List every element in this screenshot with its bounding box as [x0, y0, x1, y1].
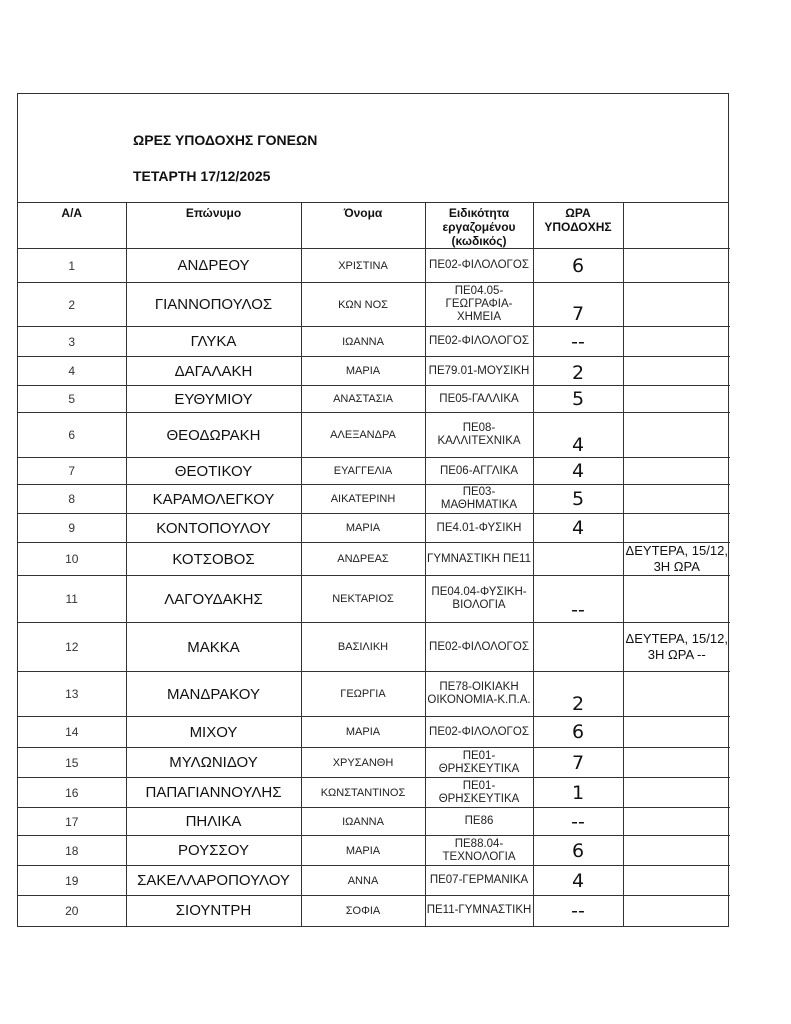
row-index: 4: [18, 357, 126, 386]
row-note: [623, 283, 730, 327]
row-surname: ΓΛΥΚΑ: [126, 327, 301, 357]
row-first-name: ΕΥΑΓΓΕΛΙΑ: [301, 458, 425, 485]
row-surname: ΚΟΤΣΟΒΟΣ: [126, 543, 301, 576]
row-index: 18: [18, 836, 126, 866]
document-date: ΤΕΤΑΡΤΗ 17/12/2025: [133, 168, 271, 184]
table-row: [18, 896, 730, 926]
table-row: [18, 717, 730, 748]
reception-hours-table: [18, 203, 730, 926]
row-first-name: ΧΡΥΣΑΝΘΗ: [301, 748, 425, 778]
row-index: 5: [18, 386, 126, 413]
row-note: [623, 672, 730, 717]
row-first-name: ΜΑΡΙΑ: [301, 514, 425, 543]
row-specialty: ΠΕ05-ΓΑΛΛΙΚΑ: [425, 386, 533, 413]
table-row: [18, 283, 730, 327]
row-specialty: ΠΕ04.04-ΦΥΣΙΚΗ-ΒΙΟΛΟΓΙΑ: [425, 576, 533, 623]
row-surname: ΜΙΧΟΥ: [126, 717, 301, 748]
row-first-name: ΑΙΚΑΤΕΡΙΝΗ: [301, 485, 425, 514]
table-row: [18, 778, 730, 808]
header-specialty: Ειδικότητα εργαζομένου (κωδικός): [425, 203, 533, 249]
row-surname: ΠΑΠΑΓΙΑΝΝΟΥΛΗΣ: [126, 778, 301, 808]
row-reception-hour: 5: [533, 386, 623, 413]
table-row: [18, 748, 730, 778]
row-specialty: ΠΕ02-ΦΙΛΟΛΟΓΟΣ: [425, 327, 533, 357]
row-index: 13: [18, 672, 126, 717]
row-index: 20: [18, 896, 126, 926]
table-row: [18, 543, 730, 576]
table-row: [18, 357, 730, 386]
row-index: 12: [18, 623, 126, 672]
header-hour: ΩΡΑ ΥΠΟΔΟΧΗΣ: [533, 203, 623, 249]
row-reception-hour: 4: [533, 514, 623, 543]
row-reception-hour: 1: [533, 778, 623, 808]
row-specialty: ΠΕ07-ΓΕΡΜΑΝΙΚΑ: [425, 866, 533, 896]
row-surname: ΓΙΑΝΝΟΠΟΥΛΟΣ: [126, 283, 301, 327]
document-title: ΩΡΕΣ ΥΠΟΔΟΧΗΣ ΓΟΝΕΩΝ: [133, 132, 318, 148]
row-note: [623, 327, 730, 357]
row-surname: ΕΥΘΥΜΙΟΥ: [126, 386, 301, 413]
row-index: 14: [18, 717, 126, 748]
row-index: 9: [18, 514, 126, 543]
row-note: [623, 413, 730, 458]
row-first-name: ΑΝΔΡΕΑΣ: [301, 543, 425, 576]
row-reception-hour: 4: [533, 458, 623, 485]
row-specialty: ΠΕ08-ΚΑΛΛΙΤΕΧΝΙΚΑ: [425, 413, 533, 458]
row-note: [623, 386, 730, 413]
row-index: 8: [18, 485, 126, 514]
row-specialty: ΠΕ01-ΘΡΗΣΚΕΥΤΙΚΑ: [425, 778, 533, 808]
row-first-name: ΝΕΚΤΑΡΙΟΣ: [301, 576, 425, 623]
row-note: [623, 748, 730, 778]
row-reception-hour: 7: [533, 283, 623, 327]
row-index: 2: [18, 283, 126, 327]
row-note: [623, 866, 730, 896]
row-first-name: ΒΑΣΙΛΙΚΗ: [301, 623, 425, 672]
row-first-name: ΜΑΡΙΑ: [301, 717, 425, 748]
table-row: [18, 514, 730, 543]
table-row: [18, 623, 730, 672]
row-surname: ΘΕΟΔΩΡΑΚΗ: [126, 413, 301, 458]
row-reception-hour: [533, 543, 623, 576]
row-surname: ΛΑΓΟΥΔΑΚΗΣ: [126, 576, 301, 623]
row-specialty: ΠΕ11-ΓΥΜΝΑΣΤΙΚΗ: [425, 896, 533, 926]
row-surname: ΜΥΛΩΝΙΔΟΥ: [126, 748, 301, 778]
row-surname: ΣΙΟΥΝΤΡΗ: [126, 896, 301, 926]
row-reception-hour: 5: [533, 485, 623, 514]
row-specialty: ΠΕ79.01-ΜΟΥΣΙΚΗ: [425, 357, 533, 386]
row-surname: ΜΑΝΔΡΑΚΟΥ: [126, 672, 301, 717]
row-first-name: ΚΩΝ ΝΟΣ: [301, 283, 425, 327]
row-index: 11: [18, 576, 126, 623]
table-row: [18, 386, 730, 413]
row-specialty: ΠΕ02-ΦΙΛΟΛΟΓΟΣ: [425, 623, 533, 672]
table-row: [18, 249, 730, 283]
row-first-name: ΧΡΙΣΤΙΝΑ: [301, 249, 425, 283]
table-header-row: [18, 203, 730, 249]
row-reception-hour: 7: [533, 748, 623, 778]
header-first-name: Όνομα: [301, 203, 425, 249]
row-reception-hour: 6: [533, 717, 623, 748]
row-index: 15: [18, 748, 126, 778]
row-specialty: ΠΕ4.01-ΦΥΣΙΚΗ: [425, 514, 533, 543]
row-first-name: ΣΟΦΙΑ: [301, 896, 425, 926]
row-note: [623, 778, 730, 808]
row-specialty: ΓΥΜΝΑΣΤΙΚΗ ΠΕ11: [425, 543, 533, 576]
row-index: 17: [18, 808, 126, 836]
row-specialty: ΠΕ78-ΟΙΚΙΑΚΗ ΟΙΚΟΝΟΜΙΑ-Κ.Π.Α.: [425, 672, 533, 717]
row-first-name: ΙΩΑΝΝΑ: [301, 808, 425, 836]
row-note: [623, 717, 730, 748]
row-note: [623, 249, 730, 283]
row-specialty: ΠΕ86: [425, 808, 533, 836]
row-reception-hour: --: [533, 327, 623, 357]
row-index: 7: [18, 458, 126, 485]
row-note: [623, 836, 730, 866]
title-block: [18, 94, 728, 203]
row-reception-hour: 2: [533, 672, 623, 717]
table-row: [18, 485, 730, 514]
row-surname: ΠΗΛΙΚΑ: [126, 808, 301, 836]
row-note: [623, 808, 730, 836]
row-first-name: ΑΛΕΞΑΝΔΡΑ: [301, 413, 425, 458]
row-note: [623, 357, 730, 386]
row-index: 6: [18, 413, 126, 458]
document-sheet: [17, 93, 729, 927]
row-specialty: ΠΕ01-ΘΡΗΣΚΕΥΤΙΚΑ: [425, 748, 533, 778]
row-surname: ΡΟΥΣΣΟΥ: [126, 836, 301, 866]
row-reception-hour: 4: [533, 866, 623, 896]
row-reception-hour: 6: [533, 249, 623, 283]
row-note: [623, 458, 730, 485]
row-first-name: ΙΩΑΝΝΑ: [301, 327, 425, 357]
row-reception-hour: --: [533, 576, 623, 623]
row-index: 16: [18, 778, 126, 808]
row-first-name: ΑΝΑΣΤΑΣΙΑ: [301, 386, 425, 413]
row-index: 10: [18, 543, 126, 576]
row-reception-hour: --: [533, 808, 623, 836]
row-first-name: ΑΝΝΑ: [301, 866, 425, 896]
table-row: [18, 808, 730, 836]
row-note: ΔΕΥΤΕΡΑ, 15/12, 3Η ΩΡΑ: [623, 543, 730, 576]
row-note: ΔΕΥΤΕΡΑ, 15/12, 3Η ΩΡΑ --: [623, 623, 730, 672]
row-reception-hour: 2: [533, 357, 623, 386]
row-specialty: ΠΕ04.05-ΓΕΩΓΡΑΦΙΑ-ΧΗΜΕΙΑ: [425, 283, 533, 327]
table-row: [18, 866, 730, 896]
row-reception-hour: [533, 623, 623, 672]
row-first-name: ΜΑΡΙΑ: [301, 357, 425, 386]
row-surname: ΑΝΔΡΕΟΥ: [126, 249, 301, 283]
row-specialty: ΠΕ03-ΜΑΘΗΜΑΤΙΚΑ: [425, 485, 533, 514]
table-row: [18, 836, 730, 866]
header-index: Α/Α: [18, 203, 126, 249]
row-note: [623, 896, 730, 926]
header-surname: Επώνυμο: [126, 203, 301, 249]
row-specialty: ΠΕ02-ΦΙΛΟΛΟΓΟΣ: [425, 249, 533, 283]
row-first-name: ΓΕΩΡΓΙΑ: [301, 672, 425, 717]
row-index: 19: [18, 866, 126, 896]
row-surname: ΣΑΚΕΛΛΑΡΟΠΟΥΛΟΥ: [126, 866, 301, 896]
row-specialty: ΠΕ06-ΑΓΓΛΙΚΑ: [425, 458, 533, 485]
row-first-name: ΚΩΝΣΤΑΝΤΙΝΟΣ: [301, 778, 425, 808]
row-first-name: ΜΑΡΙΑ: [301, 836, 425, 866]
row-surname: ΔΑΓΑΛΑΚΗ: [126, 357, 301, 386]
header-notes: [623, 203, 730, 249]
row-surname: ΘΕΟΤΙΚΟΥ: [126, 458, 301, 485]
table-row: [18, 458, 730, 485]
row-note: [623, 485, 730, 514]
table-body: [18, 249, 730, 926]
row-surname: ΚΟΝΤΟΠΟΥΛΟΥ: [126, 514, 301, 543]
row-note: [623, 514, 730, 543]
row-reception-hour: --: [533, 896, 623, 926]
row-surname: ΚΑΡΑΜΟΛΕΓΚΟΥ: [126, 485, 301, 514]
row-specialty: ΠΕ02-ΦΙΛΟΛΟΓΟΣ: [425, 717, 533, 748]
row-reception-hour: 6: [533, 836, 623, 866]
table-row: [18, 327, 730, 357]
row-surname: ΜΑΚΚΑ: [126, 623, 301, 672]
row-index: 1: [18, 249, 126, 283]
row-reception-hour: 4: [533, 413, 623, 458]
table-row: [18, 576, 730, 623]
row-index: 3: [18, 327, 126, 357]
row-specialty: ΠΕ88.04-ΤΕΧΝΟΛΟΓΙΑ: [425, 836, 533, 866]
table-row: [18, 413, 730, 458]
table-row: [18, 672, 730, 717]
row-note: [623, 576, 730, 623]
